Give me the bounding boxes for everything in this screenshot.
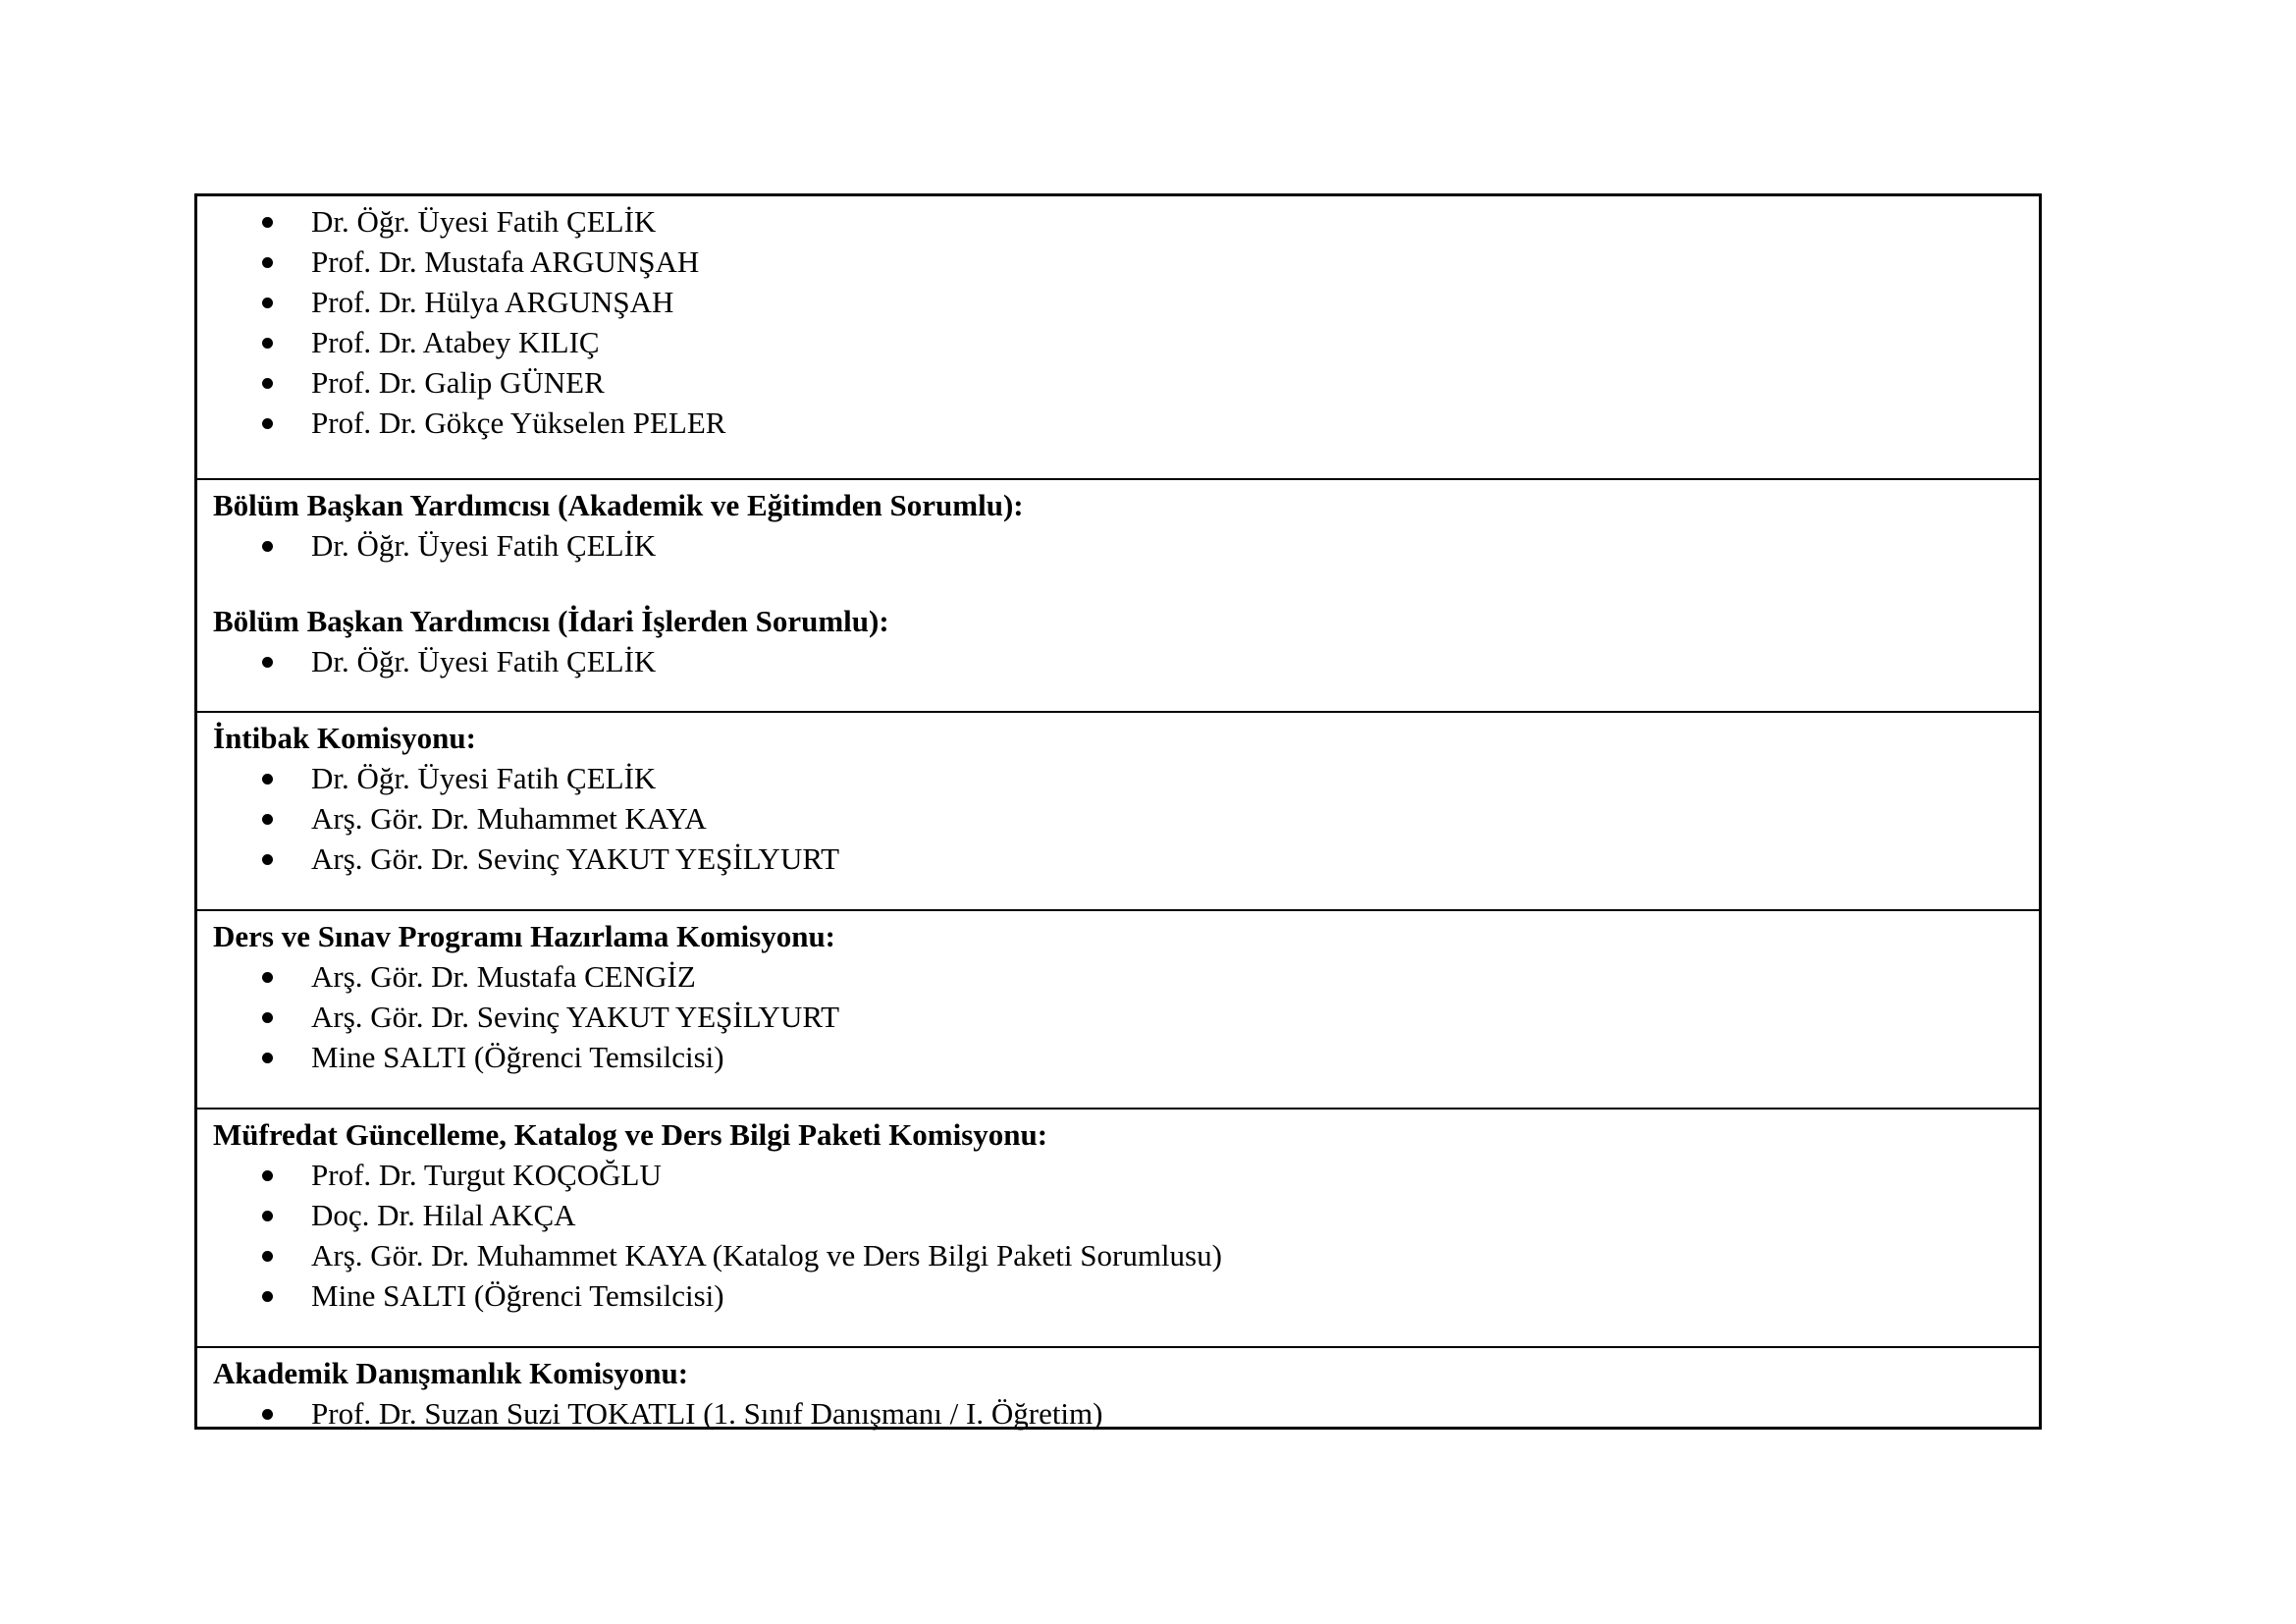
member-name: Arş. Gör. Dr. Muhammet KAYA bbox=[311, 801, 707, 836]
member-list bbox=[213, 201, 2039, 443]
list-item bbox=[213, 242, 2039, 282]
member-name: Mine SALTI (Öğrenci Temsilcisi) bbox=[311, 1278, 724, 1313]
member-list bbox=[213, 1155, 2039, 1316]
table-row-adaptation-commission bbox=[197, 713, 2039, 911]
member-list bbox=[213, 1393, 2039, 1434]
committee-table bbox=[194, 193, 2042, 1430]
list-item bbox=[213, 798, 2039, 839]
member-name: Arş. Gör. Dr. Sevinç YAKUT YEŞİLYURT bbox=[311, 1000, 840, 1034]
list-item bbox=[213, 1155, 2039, 1195]
section-heading: İntibak Komisyonu: bbox=[213, 721, 476, 755]
member-name: Prof. Dr. Galip GÜNER bbox=[311, 365, 605, 400]
bullet-icon bbox=[262, 1409, 273, 1420]
member-name: Prof. Dr. Gökçe Yükselen PELER bbox=[311, 406, 726, 440]
list-item bbox=[213, 403, 2039, 443]
list-item bbox=[213, 956, 2039, 997]
list-item bbox=[213, 839, 2039, 879]
bullet-icon bbox=[262, 854, 273, 865]
list-item bbox=[213, 525, 2039, 566]
bullet-icon bbox=[262, 1053, 273, 1063]
list-item bbox=[213, 282, 2039, 322]
table-row-deputy-heads bbox=[197, 480, 2039, 713]
member-name: Prof. Dr. Hülya ARGUNŞAH bbox=[311, 285, 674, 319]
list-item bbox=[213, 1275, 2039, 1316]
bullet-icon bbox=[262, 298, 273, 308]
member-name: Prof. Dr. Suzan Suzi TOKATLI (1. Sınıf Danışmanı / I. Öğretim) bbox=[311, 1396, 1103, 1431]
section-heading-administrative-deputy: Bölüm Başkan Yardımcısı (İdari İşlerden Sorumlu): bbox=[213, 604, 889, 638]
table-row-schedule-commission bbox=[197, 911, 2039, 1110]
section-heading-academic-deputy: Bölüm Başkan Yardımcısı (Akademik ve Eğitimden Sorumlu): bbox=[213, 488, 1024, 522]
bullet-icon bbox=[262, 418, 273, 429]
member-name: Doç. Dr. Hilal AKÇA bbox=[311, 1198, 576, 1232]
section-heading: Ders ve Sınav Programı Hazırlama Komisyonu: bbox=[213, 919, 836, 953]
table-row-members-continued bbox=[197, 196, 2039, 480]
member-name: Prof. Dr. Atabey KILIÇ bbox=[311, 325, 600, 359]
bullet-icon bbox=[262, 217, 273, 228]
member-name: Prof. Dr. Turgut KOÇOĞLU bbox=[311, 1158, 662, 1192]
spacer bbox=[213, 566, 2039, 601]
list-item bbox=[213, 362, 2039, 403]
bullet-icon bbox=[262, 972, 273, 983]
list-item bbox=[213, 1393, 2039, 1434]
list-item bbox=[213, 758, 2039, 798]
list-item bbox=[213, 1037, 2039, 1077]
table-row-curriculum-commission bbox=[197, 1110, 2039, 1348]
bullet-icon bbox=[262, 378, 273, 389]
member-name: Arş. Gör. Dr. Mustafa CENGİZ bbox=[311, 959, 696, 994]
member-list bbox=[213, 525, 2039, 566]
bullet-icon bbox=[262, 1211, 273, 1221]
bullet-icon bbox=[262, 1012, 273, 1023]
member-list bbox=[213, 758, 2039, 879]
member-name: Dr. Öğr. Üyesi Fatih ÇELİK bbox=[311, 761, 657, 795]
member-name: Mine SALTI (Öğrenci Temsilcisi) bbox=[311, 1040, 724, 1074]
member-name: Arş. Gör. Dr. Sevinç YAKUT YEŞİLYURT bbox=[311, 841, 840, 876]
list-item bbox=[213, 641, 2039, 681]
bullet-icon bbox=[262, 814, 273, 825]
bullet-icon bbox=[262, 257, 273, 268]
member-name: Dr. Öğr. Üyesi Fatih ÇELİK bbox=[311, 528, 657, 563]
bullet-icon bbox=[262, 1170, 273, 1181]
section-heading: Akademik Danışmanlık Komisyonu: bbox=[213, 1356, 689, 1390]
bullet-icon bbox=[262, 774, 273, 785]
bullet-icon bbox=[262, 338, 273, 349]
list-item bbox=[213, 1195, 2039, 1235]
section-heading: Müfredat Güncelleme, Katalog ve Ders Bilgi Paketi Komisyonu: bbox=[213, 1117, 1048, 1152]
bullet-icon bbox=[262, 541, 273, 552]
list-item bbox=[213, 1235, 2039, 1275]
list-item bbox=[213, 997, 2039, 1037]
member-name: Dr. Öğr. Üyesi Fatih ÇELİK bbox=[311, 644, 657, 678]
bullet-icon bbox=[262, 1251, 273, 1262]
member-name: Prof. Dr. Mustafa ARGUNŞAH bbox=[311, 244, 700, 279]
member-name: Dr. Öğr. Üyesi Fatih ÇELİK bbox=[311, 204, 657, 239]
list-item bbox=[213, 201, 2039, 242]
bullet-icon bbox=[262, 657, 273, 668]
member-name: Arş. Gör. Dr. Muhammet KAYA (Katalog ve Ders Bilgi Paketi Sorumlusu) bbox=[311, 1238, 1222, 1272]
table-row-advisory-commission bbox=[197, 1348, 2039, 1431]
bullet-icon bbox=[262, 1291, 273, 1302]
member-list bbox=[213, 641, 2039, 681]
list-item bbox=[213, 322, 2039, 362]
member-list bbox=[213, 956, 2039, 1077]
